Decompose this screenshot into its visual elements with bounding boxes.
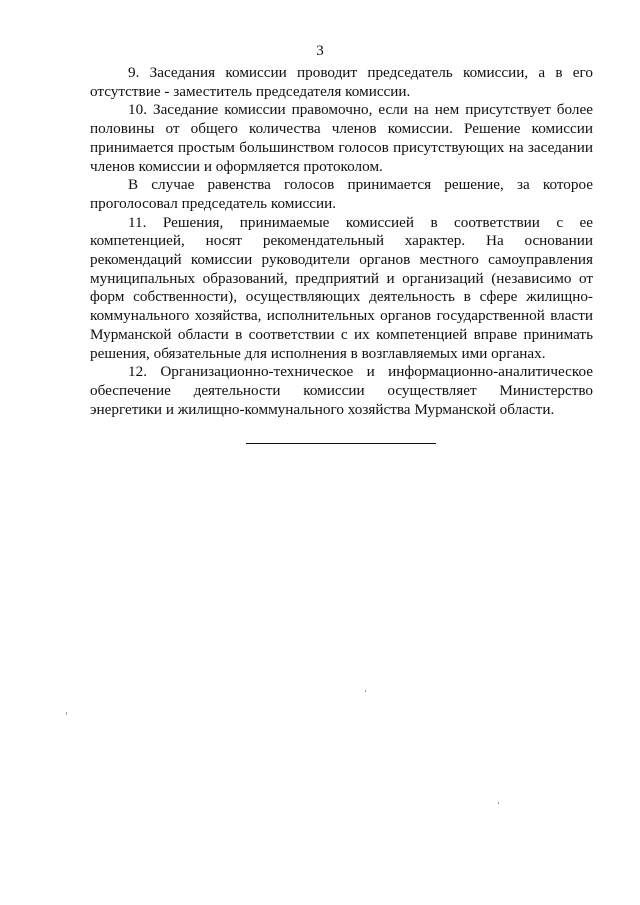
paragraph-9: 9. Заседания комиссии проводит председатель комиссии, а в его отсутствие - заместитель председателя комиссии. (90, 64, 593, 100)
paragraph-10: 10. Заседание комиссии правомочно, если на нем присутствует более половины от общего количества членов комиссии. Решение комиссии принимается простым большинством голосов присутствующих на заседании членов комиссии и оформляется протоколом. (90, 101, 593, 175)
document-body (90, 64, 593, 419)
page-number: 3 (316, 43, 324, 59)
scan-speck (498, 802, 499, 804)
end-of-text-rule (246, 443, 436, 444)
paragraph-11: 11. Решения, принимаемые комиссией в соответствии с ее компетенцией, носят рекомендательный характер. На основании рекомендаций комиссии руководители органов местного самоуправления муниципальных образований, предприятий и организаций (независимо от форм собственности), осуществляющих деятельность в сфере жилищно-коммунального хозяйства, исполнительных органов государственной власти Мурманской области в соответствии с их компетенцией вправе принимать решения, обязательные для исполнения в возглавляемых ими органах. (90, 213, 593, 362)
scan-speck (66, 712, 67, 715)
paragraph-12: 12. Организационно-техническое и информационно-аналитическое обеспечение деятельности комиссии осуществляет Министерство энергетики и жилищно-коммунального хозяйства Мурманской области. (90, 363, 593, 418)
paragraph-tie-vote: В случае равенства голосов принимается решение, за которое проголосовал председатель комиссии. (90, 176, 593, 212)
scan-speck (365, 690, 366, 692)
